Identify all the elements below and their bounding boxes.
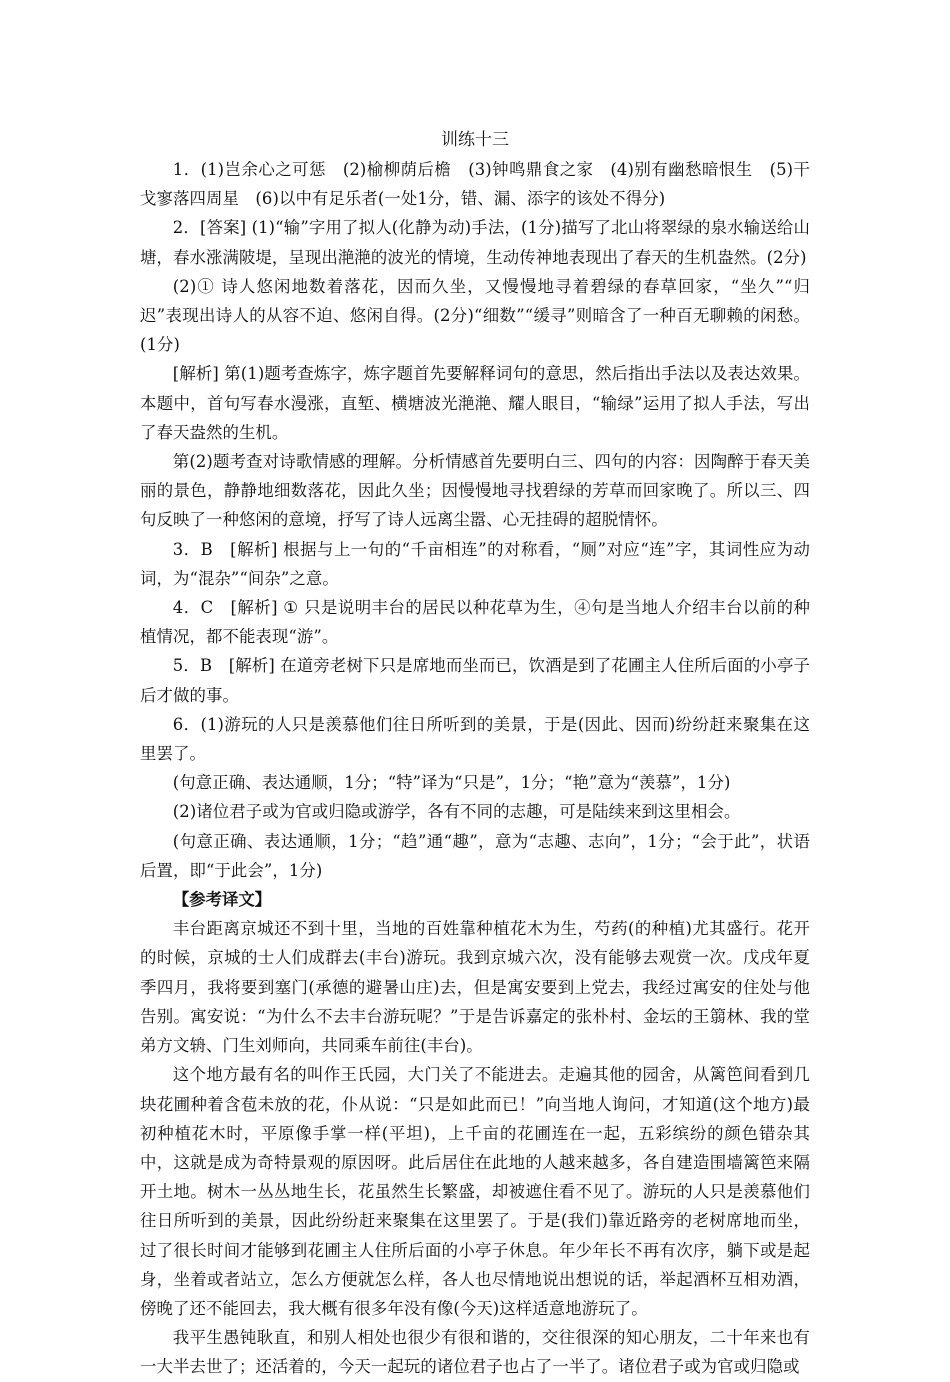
translation-paragraph-2: 这个地方最有名的叫作王氏园，大门关了不能进去。走遍其他的园舍，从篱笆间看到几块花圃种着含苞未放的花，仆从说：“只是如此而已！”向当地人询问，才知道(这个地方)最初种植花木时，平原像手掌一样(平坦)，上千亩的花圃连在一起，五彩缤纷的颜色错杂其中，这就是成为奇特景观的原因呀。此后居住在此地的人越来越多，各自建造围墙篱笆来隔开土地。树木一丛丛地生长，花虽然生长繁盛，却被遮住看不见了。游玩的人只是羡慕他们往日所听到的美景，因此纷纷赶来聚集在这里罢了。于是(我们)靠近路旁的老树席地而坐，过了很长时间才能够到花圃主人住所后面的小亭子休息。年少年长不再有次序，躺下或是起身，坐着或者站立，怎么方便就怎么样，各人也尽情地说出想说的话，举起酒杯互相劝酒，傍晚了还不能回去，我大概有很多年没有像(今天)这样适意地游玩了。 bbox=[140, 1065, 810, 1318]
answer-6-scoring-1: (句意正确、表达通顺，1分；“特”译为“只是”，1分；“艳”意为“羡慕”，1分) bbox=[172, 773, 731, 793]
document-title: 训练十三 bbox=[441, 130, 509, 150]
answer-2-analysis-2: 第(2)题考查对诗歌情感的理解。分析情感首先要明白三、四句的内容：因陶醉于春天美丽的景色，静静地细数落花，因此久坐；因慢慢地寻找碧绿的芳草而回家晚了。所以三、四句反映了一种悠闲的意境，抒写了诗人远离尘嚣、心无挂碍的超脱情怀。 bbox=[140, 452, 810, 530]
translation-heading: 【参考译文】 bbox=[172, 890, 272, 910]
answer-1: 1．(1)岂余心之可惩 (2)榆柳荫后檐 (3)钟鸣鼎食之家 (4)别有幽愁暗恨生 (5)干戈寥落四周星 (6)以中有足乐者(一处1分，错、漏、添字的该处不得分) bbox=[140, 160, 810, 209]
translation-paragraph-1: 丰台距离京城还不到十里，当地的百姓靠种植花木为生，芍药(的种植)尤其盛行。花开的时候，京城的士人们成群去(丰台)游玩。我到京城六次，没有能够去观赏一次。戊戌年夏季四月，我将要到塞门(承德的避暑山庄)去，但是寓安要到上党去，我经过寓安的住处与他告别。寓安说：“为什么不去丰台游玩呢？”于是告诉嘉定的张朴村、金坛的王篛林、我的堂弟方文辀、门生刘师向，共同乘车前往(丰台)。 bbox=[140, 919, 810, 1056]
answer-4: 4．C [解析] ① 只是说明丰台的居民以种花草为生，④句是当地人介绍丰台以前的种植情况，都不能表现“游”。 bbox=[140, 598, 810, 647]
answer-3: 3．B [解析] 根据与上一句的“千亩相连”的对称看，“厕”对应“连”字，其词性应为动词，为“混杂”“间杂”之意。 bbox=[140, 539, 810, 588]
document-body bbox=[140, 126, 810, 1382]
answer-2-part-1: 2．[答案] (1)“输”字用了拟人(化静为动)手法，(1分)描写了北山将翠绿的泉水输送给山塘，春水涨满陂堤，呈现出滟滟的波光的情境，生动传神地表现出了春天的生机盎然。(2分) bbox=[140, 218, 810, 267]
answer-6-part-2: (2)诸位君子或为官或归隐或游学，各有不同的志趣，可是陆续来到这里相会。 bbox=[172, 802, 741, 822]
answer-2-analysis-1: [解析] 第(1)题考查炼字，炼字题首先要解释词句的意思，然后指出手法以及表达效果。本题中，首句写春水漫涨，直堑、横塘波光滟滟、耀人眼目，“输绿”运用了拟人手法，写出了春天盎然的生机。 bbox=[140, 364, 810, 442]
answer-6-part-1: 6．(1)游玩的人只是羡慕他们往日所听到的美景，于是(因此、因而)纷纷赶来聚集在这里罢了。 bbox=[140, 714, 810, 764]
translation-paragraph-3: 我平生愚钝耿直，和别人相处也很少有很和谐的，交往很深的知心朋友，二十年来也有一大半去世了；还活着的，今天一起玩的诸位君子也占了一半了。诸位君子或为官或归隐或 bbox=[140, 1328, 810, 1377]
answer-6-scoring-2: (句意正确、表达通顺，1分；“趋”通“趣”，意为“志趣、志向”，1分；“会于此”，状语后置，即“于此会”，1分) bbox=[140, 831, 810, 880]
answer-2-part-2: (2)① 诗人悠闲地数着落花，因而久坐，又慢慢地寻着碧绿的春草回家，“坐久”“归迟”表现出诗人的从容不迫、悠闲自得。(2分)“细数”“缓寻”则暗含了一种百无聊赖的闲愁。(1分) bbox=[140, 276, 810, 355]
answer-5: 5．B [解析] 在道旁老树下只是席地而坐而已，饮酒是到了花圃主人住所后面的小亭子后才做的事。 bbox=[140, 656, 810, 705]
